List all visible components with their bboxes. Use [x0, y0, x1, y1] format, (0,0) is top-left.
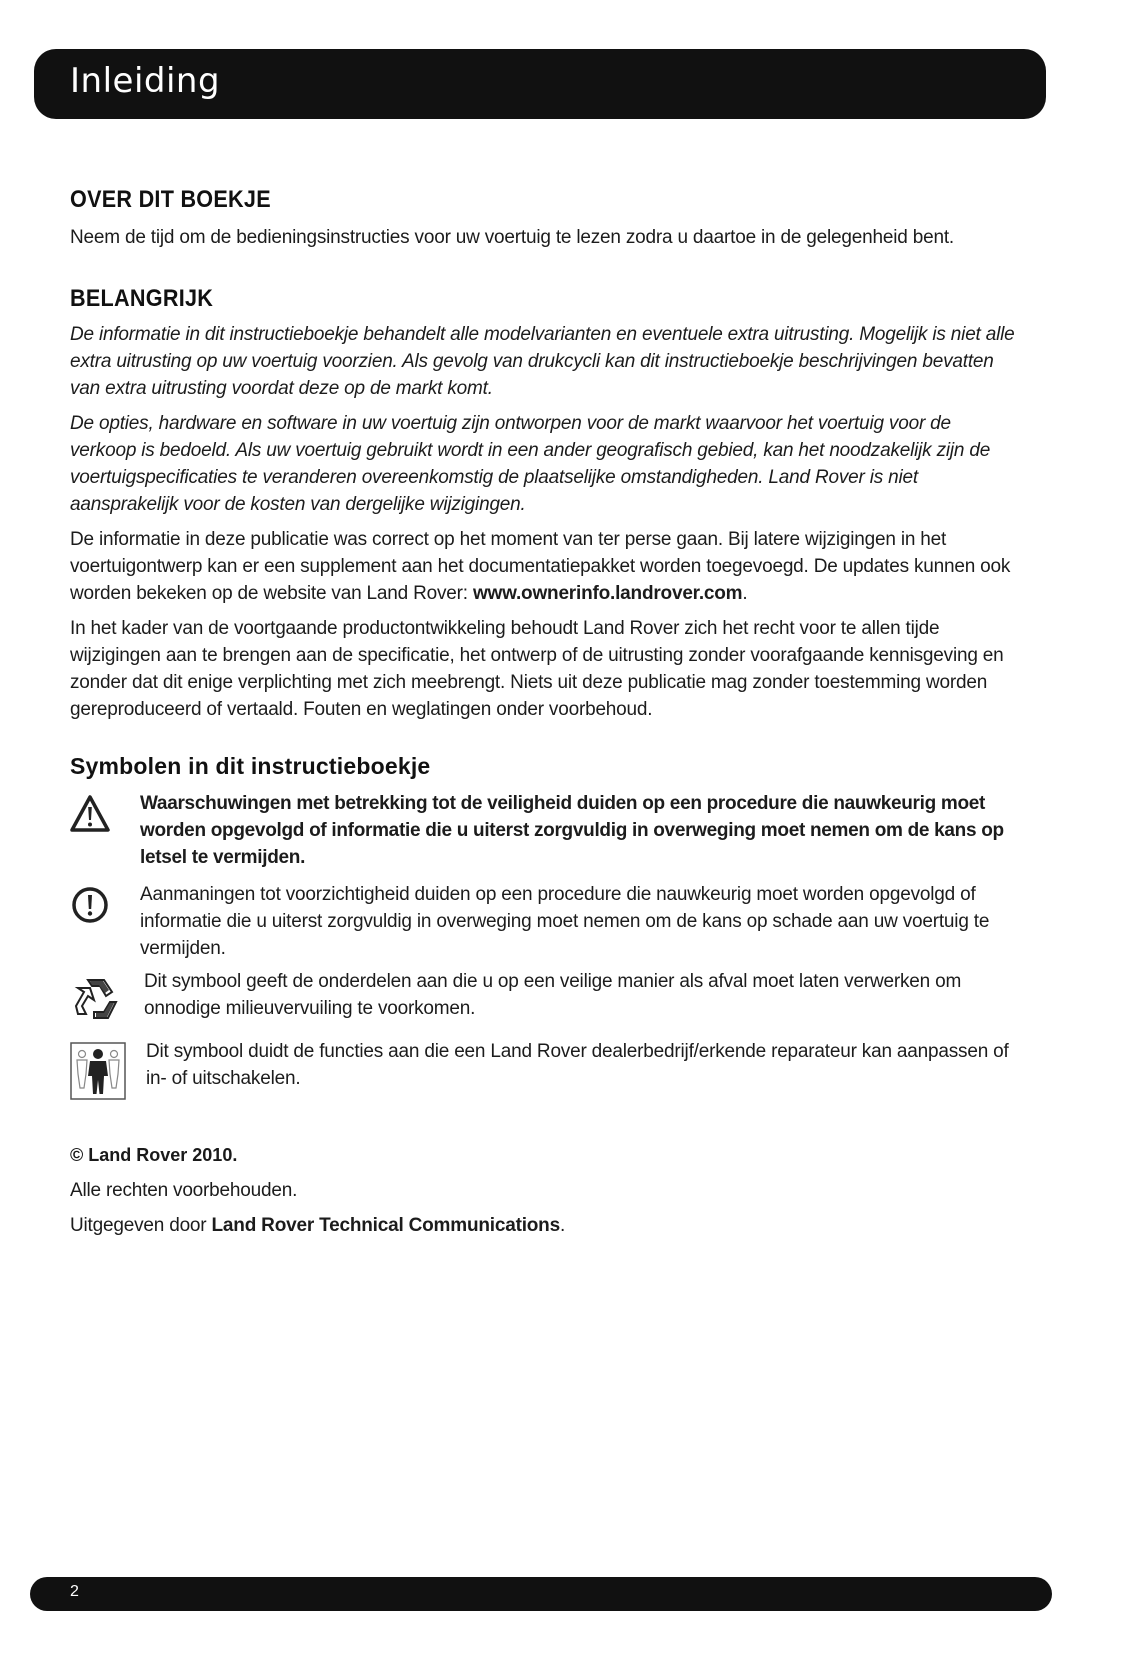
page-footer-bar: [30, 1577, 1052, 1611]
symbol-row-dealer: [70, 1038, 1020, 1100]
section-heading-belangrijk: BELANGRIJK: [70, 285, 214, 312]
publisher-prefix: Uitgegeven door: [70, 1215, 212, 1236]
info-paragraph-end: .: [742, 583, 748, 604]
recycle-icon: [68, 972, 124, 1028]
chapter-header-bar: [34, 49, 1046, 119]
warning-text: Waarschuwingen met betrekking tot de veiligheid duiden op een procedure die nauwkeurig moet worden opgevolgd of informatie die u uiterst zorgvuldig in overweging moet nemen om de kans op letsel te vermijden.: [140, 793, 1004, 868]
publisher-name: Land Rover Technical Communications: [211, 1215, 560, 1236]
page-content: [70, 186, 1020, 1239]
info-paragraph: [70, 526, 1020, 607]
info-paragraph-text: De informatie in deze publicatie was correct op het moment van ter perse gaan. Bij latere wijzigingen in het voertuigontwerp kan er een supplement aan het documentatiepakket worden toegevoegd. De updates kunnen ook worden bekeken op de website van Land Rover:: [70, 529, 1011, 604]
symbol-row-warning: [70, 790, 1020, 871]
copyright-publisher: [70, 1212, 1020, 1239]
website-url-link[interactable]: www.ownerinfo.landrover.com: [472, 583, 743, 604]
symbols-heading: Symbolen in dit instructieboekje: [70, 753, 431, 779]
caution-circle-icon: [70, 885, 114, 929]
intro-paragraph: Neem de tijd om de bedieningsinstructies voor uw voertuig te lezen zodra u daartoe in de gelegenheid bent.: [70, 227, 954, 248]
symbol-row-recycle: [70, 968, 1020, 1028]
copyright-title: © Land Rover 2010.: [70, 1145, 238, 1165]
warning-triangle-icon: [70, 794, 114, 838]
important-paragraph-1: De informatie in dit instructieboekje behandelt alle modelvarianten en eventuele extra uitrusting. Mogelijk is niet alle extra uitrusting op uw voertuig voorzien. Als gevolg van drukcycli kan dit instructieboekje beschrijvingen bevatten van extra uitrusting voordat deze op de markt komt.: [70, 324, 1015, 399]
recycle-text: Dit symbool geeft de onderdelen aan die u op een veilige manier als afval moet laten verwerken om onnodige milieuvervuiling te voorkomen.: [144, 971, 962, 1019]
symbol-row-caution: [70, 881, 1020, 962]
dealer-text: Dit symbool duidt de functies aan die een Land Rover dealerbedrijf/erkende reparateur kan aanpassen of in- of uitschakelen.: [146, 1041, 1009, 1089]
caution-text: Aanmaningen tot voorzichtigheid duiden op een procedure die nauwkeurig moet worden opgevolgd of informatie die u uiterst zorgvuldig in overweging moet nemen om de kans op schade aan uw voertuig te vermijden.: [140, 884, 990, 959]
section-heading-over-dit-boekje: OVER DIT BOEKJE: [70, 186, 271, 213]
copyright-rights: Alle rechten voorbehouden.: [70, 1180, 298, 1201]
publisher-suffix: .: [559, 1215, 566, 1236]
page-number: 2: [70, 1583, 79, 1600]
dealer-people-icon: [70, 1042, 126, 1100]
rights-paragraph: In het kader van de voortgaande productontwikkeling behoudt Land Rover zich het recht voor te allen tijde wijzigingen aan te brengen aan de specificatie, het ontwerp of de uitrusting zonder voorafgaande kennisgeving en zonder dat dit enige verplichting met zich meebrengt. Niets uit deze publicatie mag zonder toestemming worden gereproduceerd of vertaald. Fouten en weglatingen onder voorbehoud.: [70, 618, 1004, 720]
important-paragraph-2: De opties, hardware en software in uw voertuig zijn ontworpen voor de markt waarvoor het voertuig voor de verkoop is bedoeld. Als uw voertuig gebruikt wordt in een ander geografisch gebied, kan het noodzakelijk zijn de voertuigspecificaties te veranderen overeenkomstig de plaatselijke omstandigheden. Land Rover is niet aansprakelijk voor de kosten van dergelijke wijzigingen.: [70, 413, 991, 515]
chapter-title: Inleiding: [70, 61, 221, 101]
